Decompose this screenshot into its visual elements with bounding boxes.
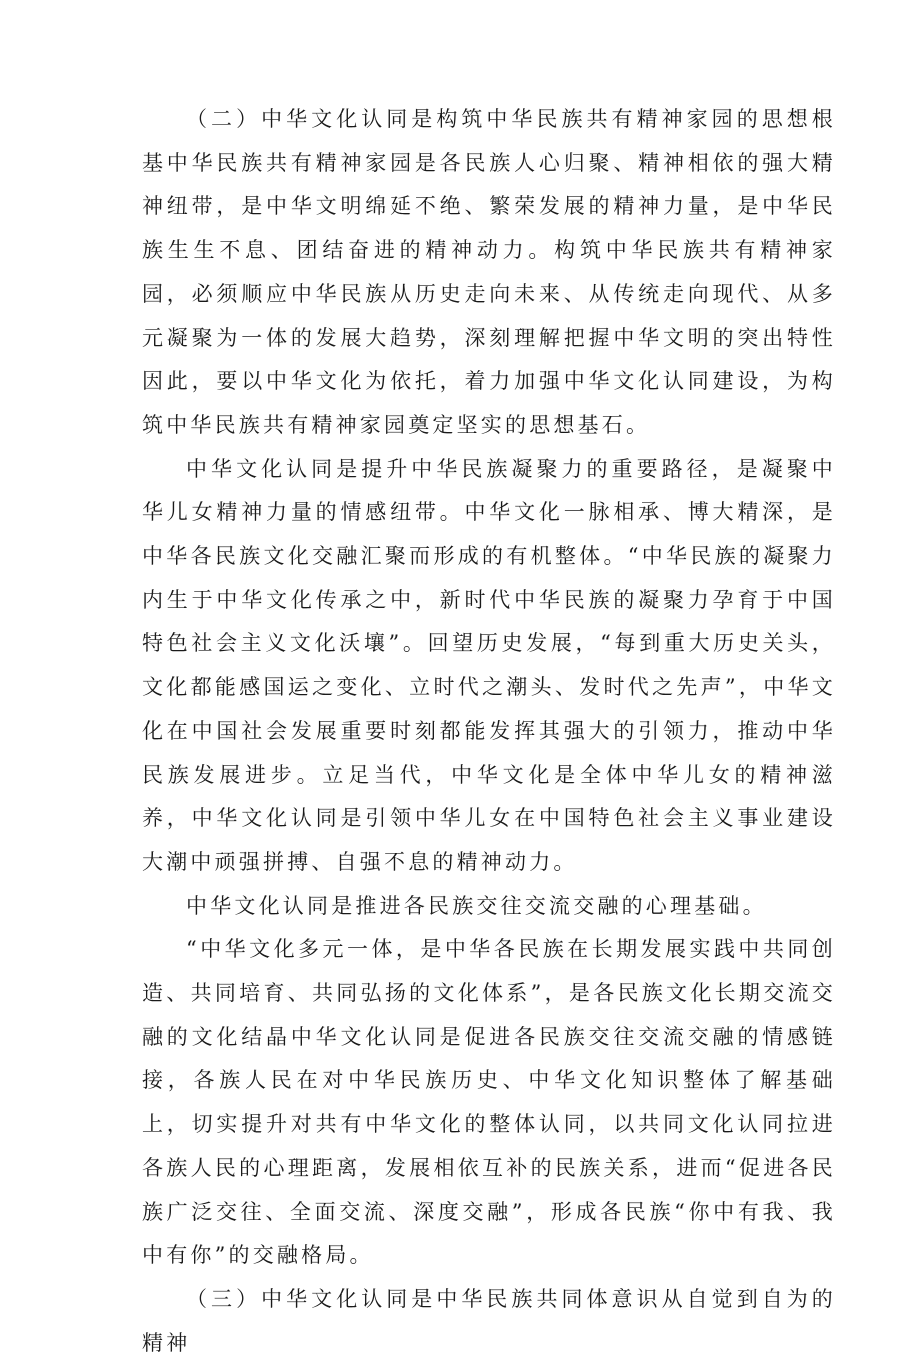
paragraph-exchange-heading: 中华文化认同是推进各民族交往交流交融的心理基础。 [186, 893, 767, 918]
paragraph-exchange-body: “中华文化多元一体，是中华各民族在长期发展实践中共同创造、共同培育、共同弘扬的文化体系”，是各民族文化长期交流交融的文化结晶中华文化认同是促进各民族交往交流交融的情感链接，各族人民在对中华民族历史、中华文化知识整体了解基础上，切实提升对共有中华文化的整体认同，以共同文化认同拉进各族人民的心理距离，发展相依互补的民族关系，进而“促进各民族广泛交往、全面交流、深度交融”，形成各民族“你中有我、我中有你”的交融格局。 [142, 937, 836, 1268]
paragraph-cohesion: 中华文化认同是提升中华民族凝聚力的重要路径，是凝聚中华儿女精神力量的情感纽带。中华文化一脉相承、博大精深，是中华各民族文化交融汇聚而形成的有机整体。“中华民族的凝聚力内生于中华文化传承之中，新时代中华民族的凝聚力孕育于中国特色社会主义文化沃壤”。回望历史发展，“每到重大历史关头，文化都能感国运之变化、立时代之潮头、发时代之先声”，中华文化在中国社会发展重要时刻都能发挥其强大的引领力，推动中华民族发展进步。立足当代，中华文化是全体中华儿女的精神滋养，中华文化认同是引领中华儿女在中国特色社会主义事业建设大潮中顽强拼搏、自强不息的精神动力。 [142, 456, 836, 874]
paragraph-section-two: （二）中华文化认同是构筑中华民族共有精神家园的思想根基中华民族共有精神家园是各民族人心归聚、精神相依的强大精神纽带，是中华文明绵延不绝、繁荣发展的精神力量，是中华民族生生不息、团结奋进的精神动力。构筑中华民族共有精神家园，必须顺应中华民族从历史走向未来、从传统走向现代、从多元凝聚为一体的发展大趋势，深刻理解把握中华文明的突出特性因此，要以中华文化为依托，着力加强中华文化认同建设，为构筑中华民族共有精神家园奠定坚实的思想基石。 [142, 107, 836, 437]
document-body [142, 98, 836, 1365]
paragraph-section-three: （三）中华文化认同是中华民族共同体意识从自觉到自为的精神 [142, 1286, 836, 1355]
